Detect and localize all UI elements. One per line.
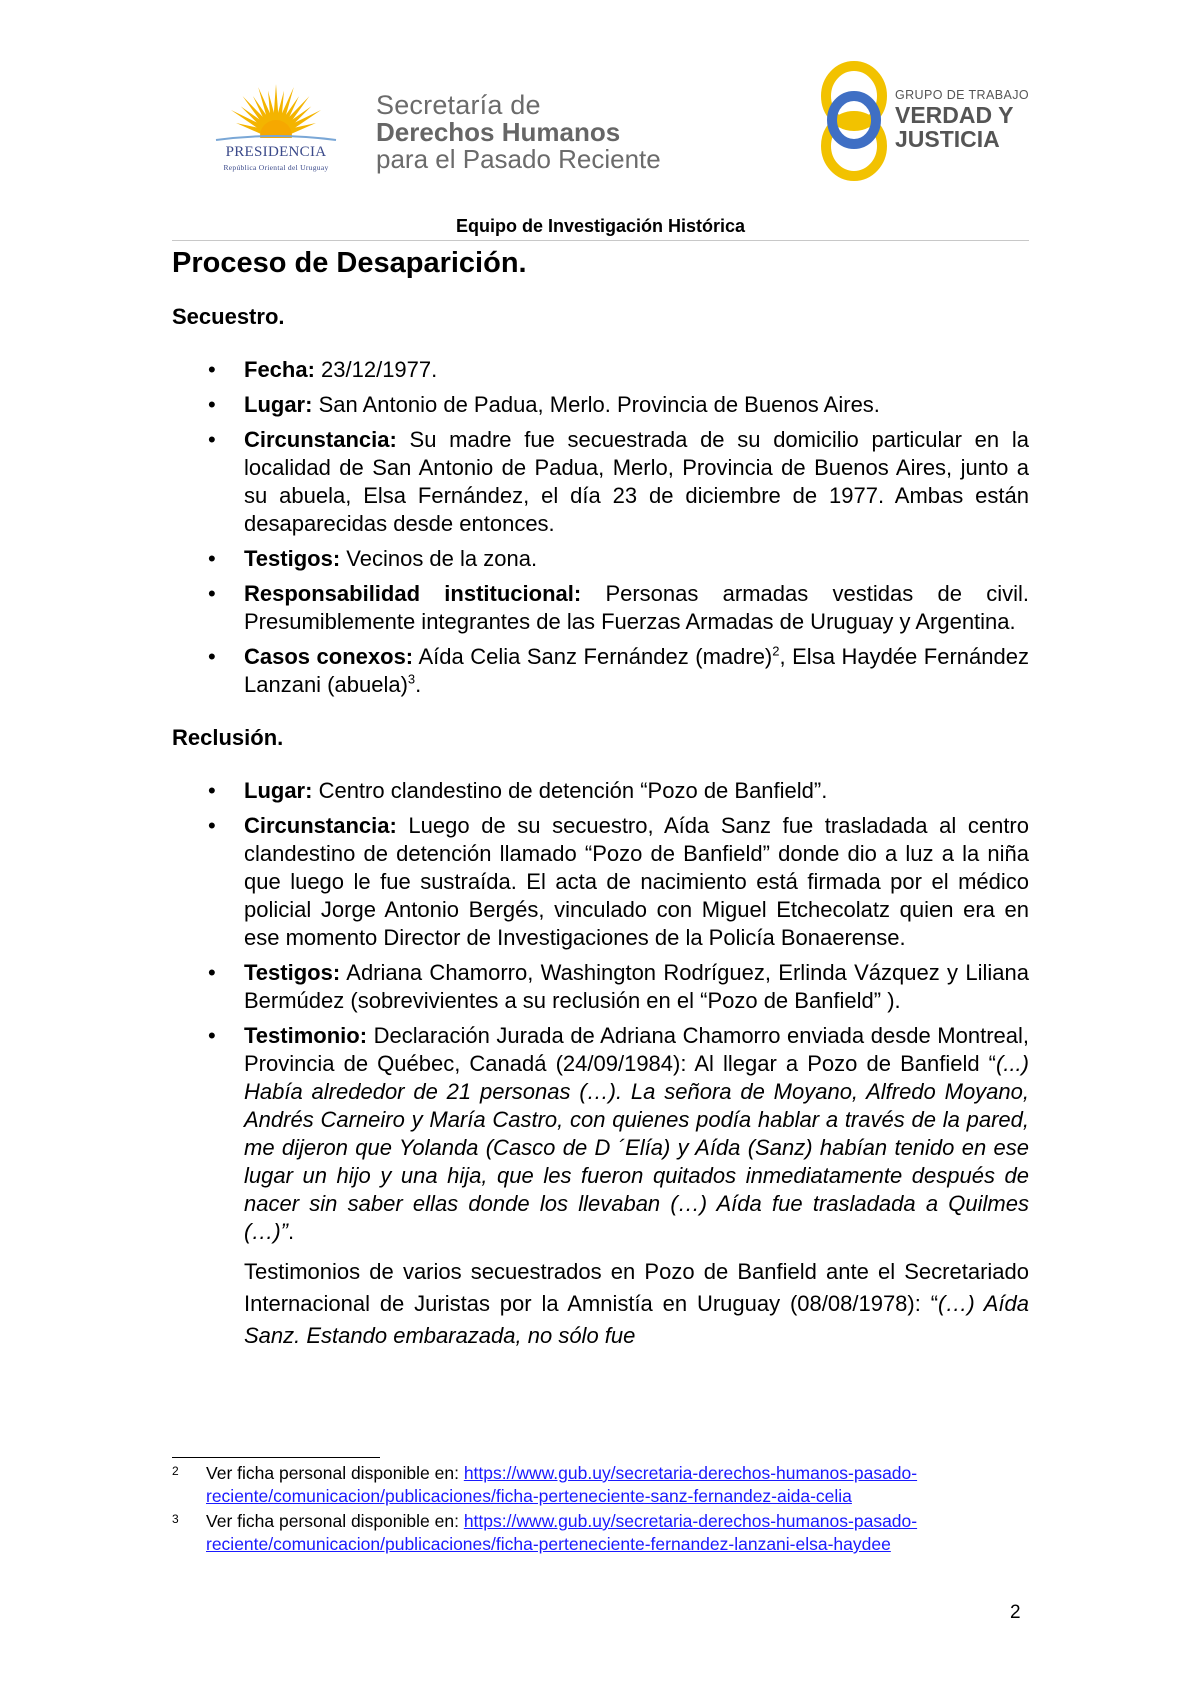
footnote-link[interactable]: https://www.gub.uy/secretaria-derechos-humanos-pasado-reciente/comunicacion/publicaciones/ficha-perteneciente-fernandez-lanzani-elsa-haydee — [206, 1511, 918, 1554]
footnote-ref[interactable]: 2 — [772, 643, 780, 659]
footnote-number: 2 — [172, 1464, 179, 1478]
reclusion-heading: Reclusión. — [172, 725, 284, 750]
item-value: Luego de su secuestro, Aída Sanz fue trasladada al centro clandestino de detención llamado “Pozo de Banfield” donde dio a luz a la niña que luego le fue sustraída. El acta de nacimiento está firmada por el médico policial Jorge Antonio Bergés, vinculado con Miguel Etchecolatz quien era en ese momento Director de Investigaciones de la Policía Bonaerense. — [244, 813, 1029, 950]
item-key: Casos conexos: — [244, 644, 414, 669]
list-item — [172, 959, 1029, 1015]
list-item — [172, 812, 1029, 952]
document-body — [172, 244, 1029, 1352]
footnote-text: Ver ficha personal disponible en: — [206, 1511, 464, 1531]
item-value: . — [287, 1219, 295, 1244]
page-title: Proceso de Desaparición. — [172, 247, 527, 279]
secretaria-line1: Secretaría de — [376, 90, 541, 120]
team-header: Equipo de Investigación Histórica — [455, 216, 746, 236]
list-item — [172, 1022, 1029, 1246]
item-key: Lugar: — [244, 392, 313, 417]
item-key: Circunstancia: — [244, 427, 397, 452]
item-value: Aída Celia Sanz Fernández (madre) — [413, 644, 773, 669]
bullet-icon: • — [208, 357, 216, 382]
bullet-icon: • — [208, 960, 216, 985]
bullet-icon: • — [208, 778, 216, 803]
header-rule — [172, 240, 1029, 241]
paragraph-text: Testimonios de varios secuestrados en Pozo de Banfield ante el Secretariado Internacional de Juristas por la Amnistía en Uruguay (08/08/1978): “ — [244, 1259, 1029, 1316]
bullet-icon: • — [208, 581, 216, 606]
reclusion-list — [172, 777, 1029, 1246]
item-key: Testigos: — [244, 546, 341, 571]
presidencia-text: PRESIDENCIA — [225, 144, 327, 160]
item-key: Testimonio: — [244, 1023, 368, 1048]
item-value: Personas armadas vestidas de civil. Presumiblemente integrantes de las Fuerzas Armadas de Uruguay y Argentina. — [244, 581, 1029, 634]
bullet-icon: • — [208, 1023, 216, 1048]
testimonios-paragraph — [172, 1256, 1029, 1352]
quote-text: (...) Había alrededor de 21 personas (…). La señora de Moyano, Alfredo Moyano, Andrés Carneiro y María Castro, con quienes podía hablar a través de la pared, me dijeron que Yolanda (Casco de D ´Elía) y Aída (Sanz) habían tenido en ese lugar un hijo y una hija, que les fueron quitados inmediatamente después de nacer sin saber ellas donde los llevaban (…) Aída fue trasladada a Quilmes (…)” — [244, 1051, 1029, 1244]
item-value: Su madre fue secuestrada de su domicilio particular en la localidad de San Antonio de Padua, Merlo, Provincia de Buenos Aires, junto a su abuela, Elsa Fernández, el día 23 de diciembre de 1977. Ambas están desaparecidas desde entonces. — [244, 427, 1029, 536]
item-key: Testigos: — [244, 960, 341, 985]
secuestro-list — [172, 356, 1029, 699]
grupo-line2: VERDAD Y — [895, 102, 1014, 128]
verdad-justicia-logo — [816, 58, 1036, 186]
list-item — [172, 426, 1029, 538]
item-value: , Elsa Haydée Fernández Lanzani (abuela) — [244, 644, 1029, 697]
page-number: 2 — [1010, 1602, 1021, 1623]
presidencia-subtitle: República Oriental del Uruguay — [223, 163, 329, 172]
item-value: San Antonio de Padua, Merlo. Provincia de Buenos Aires. — [312, 392, 880, 417]
item-value: . — [415, 672, 422, 697]
presidencia-logo — [200, 80, 352, 180]
item-key: Lugar: — [244, 778, 313, 803]
footnote-text: Ver ficha personal disponible en: — [206, 1463, 464, 1483]
secuestro-heading: Secuestro. — [172, 304, 285, 329]
item-value: Declaración Jurada de Adriana Chamorro enviada desde Montreal, Provincia de Québec, Canadá (24/09/1984): Al llegar a Pozo de Banfield “ — [244, 1023, 1029, 1076]
footnote-3 — [172, 1510, 1029, 1556]
footnote-ref[interactable]: 3 — [407, 671, 416, 687]
footnote-rule — [172, 1457, 380, 1458]
secretaria-line3: para el Pasado Reciente — [376, 144, 661, 174]
footnote-2 — [172, 1462, 1029, 1508]
bullet-icon: • — [208, 546, 216, 571]
item-key: Responsabilidad institucional: — [244, 581, 582, 606]
item-value: Vecinos de la zona. — [340, 546, 538, 571]
secretaria-logo — [376, 92, 661, 173]
item-value: 23/12/1977. — [314, 357, 438, 382]
list-item — [172, 545, 1029, 573]
bullet-icon: • — [208, 392, 216, 417]
grupo-line3: JUSTICIA — [895, 126, 1000, 152]
rings-icon — [816, 58, 896, 186]
list-item — [172, 643, 1029, 699]
item-key: Circunstancia: — [244, 813, 397, 838]
sun-icon — [200, 80, 352, 146]
list-item — [172, 356, 1029, 384]
bullet-icon: • — [208, 644, 216, 669]
quote-text: (…) Aída Sanz. Estando embarazada, no sólo fue — [244, 1291, 1029, 1348]
item-value: Centro clandestino de detención “Pozo de Banfield”. — [312, 778, 828, 803]
footnote-number: 3 — [172, 1512, 179, 1526]
bullet-icon: • — [208, 427, 216, 452]
footnote-link[interactable]: https://www.gub.uy/secretaria-derechos-humanos-pasado-reciente/comunicacion/publicaciones/ficha-perteneciente-sanz-fernandez-aida-celia — [206, 1463, 918, 1506]
list-item — [172, 580, 1029, 636]
item-value: Adriana Chamorro, Washington Rodríguez, Erlinda Vázquez y Liliana Bermúdez (sobrevivientes a su reclusión en el “Pozo de Banfield” ). — [244, 960, 1029, 1013]
list-item — [172, 777, 1029, 805]
bullet-icon: • — [208, 813, 216, 838]
grupo-line1: GRUPO DE TRABAJO — [895, 88, 1029, 102]
list-item — [172, 391, 1029, 419]
grupo-line2-3 — [895, 103, 1013, 151]
item-key: Fecha: — [244, 357, 315, 382]
secretaria-line2: Derechos Humanos — [376, 117, 621, 147]
